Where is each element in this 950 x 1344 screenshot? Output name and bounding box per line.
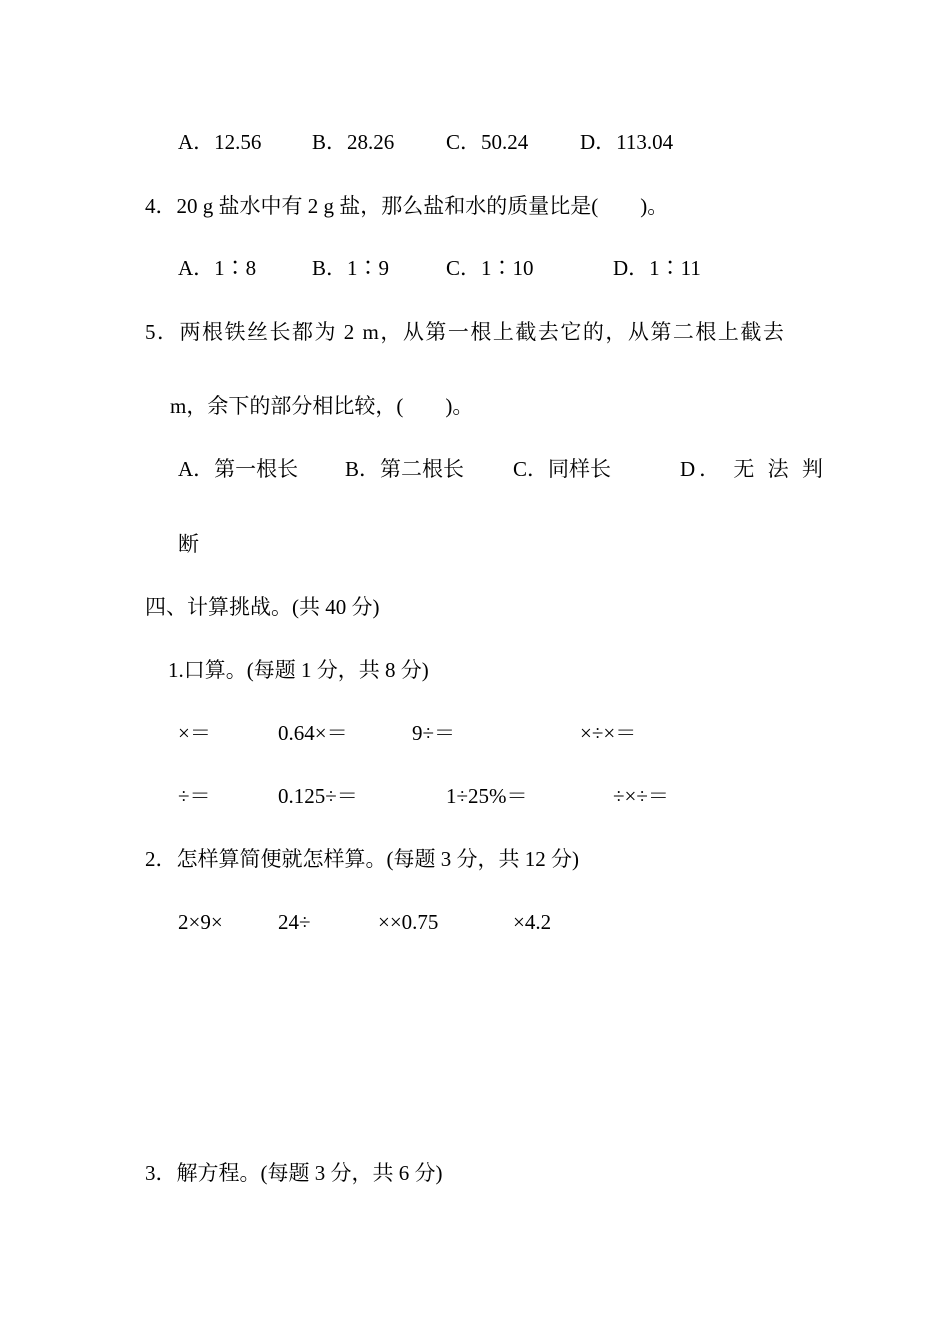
q4-option-c: C．1∶10: [446, 256, 534, 280]
q4-option-a: A．1∶8: [178, 256, 257, 280]
q5-stem-line1: 5．两根铁丝长都为 2 m，从第一根上截去它的，从第二根上截去: [145, 320, 786, 344]
part2-title: 2．怎样算简便就怎样算。(每题 3 分，共 12 分): [145, 847, 579, 871]
part1-title: 1.口算。(每题 1 分，共 8 分): [168, 658, 429, 682]
q3-option-d: D．113.04: [580, 130, 674, 154]
q3-option-a: A．12.56: [178, 130, 262, 154]
q5-option-c: C．同样长: [513, 457, 612, 481]
simplify-item-4: ×4.2: [513, 910, 552, 934]
simplify-item-3: ××0.75: [378, 910, 439, 934]
oral-calc-1: ×＝: [178, 721, 211, 745]
oral-calc-8: ÷×÷＝: [613, 784, 669, 808]
oral-calc-2: 0.64×＝: [278, 721, 348, 745]
q3-option-c: C．50.24: [446, 130, 529, 154]
q5-option-d-wrap: 断: [178, 532, 199, 556]
q3-option-b: B．28.26: [312, 130, 395, 154]
oral-calc-3: 9÷＝: [412, 721, 456, 745]
q4-option-b: B．1∶9: [312, 256, 390, 280]
q5-option-b: B．第二根长: [345, 457, 465, 481]
oral-calc-7: 1÷25%＝: [446, 784, 528, 808]
q4-option-d: D．1∶11: [613, 256, 701, 280]
oral-calc-6: 0.125÷＝: [278, 784, 358, 808]
q4-stem: 4．20 g 盐水中有 2 g 盐，那么盐和水的质量比是( )。: [145, 194, 669, 218]
oral-calc-4: ×÷×＝: [580, 721, 637, 745]
simplify-item-2: 24÷: [278, 910, 311, 934]
section4-title: 四、计算挑战。(共 40 分): [145, 595, 380, 619]
q5-option-d: D． 无 法 判: [680, 457, 827, 481]
q5-option-a: A．第一根长: [178, 457, 299, 481]
oral-calc-5: ÷＝: [178, 784, 211, 808]
simplify-item-1: 2×9×: [178, 910, 223, 934]
part3-title: 3．解方程。(每题 3 分，共 6 分): [145, 1161, 443, 1185]
q5-stem-line2: m，余下的部分相比较，( )。: [170, 394, 474, 418]
